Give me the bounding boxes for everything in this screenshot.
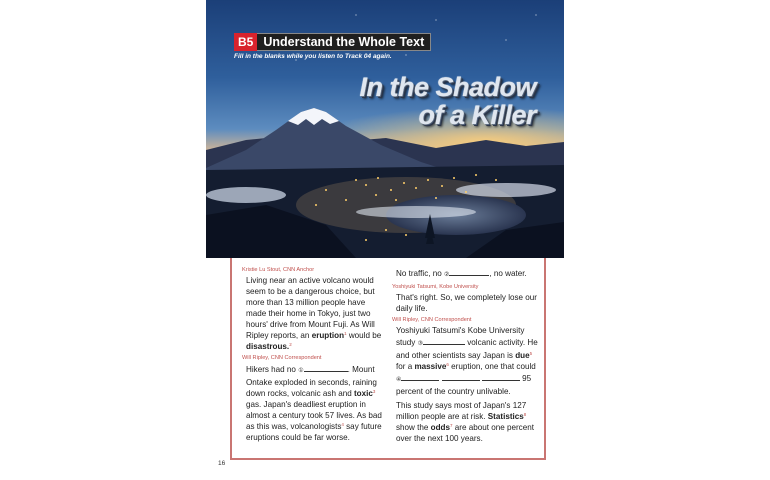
speaker-label: Will Ripley, CNN Correspondent — [392, 317, 472, 323]
hero-photo-mount-fuji — [206, 0, 564, 258]
fill-blank-4b[interactable] — [442, 372, 480, 381]
dialogue-paragraph: This study says most of Japan's 127 million people are at risk. Statistics$^8$ show the odds$^7$ are about one percent over the next 100 years. — [396, 401, 534, 443]
story-title — [359, 73, 536, 129]
section-code: B5 — [234, 33, 257, 51]
dialogue-paragraph: Hikers had no ① . Mount Ontake exploded in seconds, raining down rocks, volcanic ash and toxic$^3$ gas. Japan's deadliest eruption in almost a century took 57 lives. As bad as this was, volcanologists$^4$ say future eruptions could be far worse. — [246, 365, 382, 442]
section-badge — [234, 33, 431, 51]
fill-blank-4a[interactable] — [401, 372, 439, 381]
vocab-word: Statistics — [487, 412, 524, 421]
story-title-line1: In the Shadow — [359, 72, 536, 102]
fill-blank-3[interactable] — [423, 336, 465, 345]
speaker-label: Kristie Lu Stout, CNN Anchor — [242, 267, 315, 273]
vocab-word: due — [515, 351, 530, 360]
vocab-word: disastrous. — [246, 342, 290, 351]
fill-blank-1[interactable] — [304, 363, 348, 372]
transcript-right-column — [392, 267, 540, 447]
section-title: Understand the Whole Text — [257, 33, 431, 51]
vocab-word: massive — [414, 362, 447, 371]
blank-number: ④ — [396, 377, 402, 383]
blank-number: ③ — [417, 341, 423, 347]
dialogue-paragraph: No traffic, no ② , no water. — [396, 269, 527, 278]
vocab-word: toxic — [353, 389, 373, 398]
fill-blank-4c[interactable] — [482, 372, 520, 381]
dialogue-paragraph: That's right. So, we completely lose our daily life. — [396, 293, 538, 313]
story-title-line2: of a Killer — [418, 100, 536, 130]
transcript-box — [230, 258, 546, 460]
dialogue-paragraph: Yoshiyuki Tatsumi's Kobe University study ③ volcanic activity. He and other scientists say Japan is due$^5$ for a massive$^6$ eruption, one that could ④ 95 percent of the country unlivable. — [396, 326, 538, 396]
speaker-label: Will Ripley, CNN Correspondent — [242, 355, 322, 361]
transcript-left-column — [242, 267, 384, 446]
fill-blank-2[interactable] — [449, 267, 489, 276]
section-instruction: Fill in the blanks while you listen to Track 04 again. — [234, 53, 392, 60]
vocab-word: eruption — [311, 331, 345, 340]
blank-number: ① — [298, 368, 304, 374]
blank-number: ② — [444, 272, 450, 278]
dialogue-paragraph: Living near an active volcano would seem to be a dangerous choice, but more than 13 million people have made their home in Tokyo, just two hours' drive from Mount Fuji. As Will Ripley reports, an eruption$^1$ would be disastrous.$^2$ — [246, 276, 382, 351]
textbook-page — [206, 0, 564, 480]
page-number: 16 — [218, 460, 226, 467]
vocab-word: odds — [430, 423, 450, 432]
speaker-label: Yoshiyuki Tatsumi, Kobe University — [392, 284, 479, 290]
